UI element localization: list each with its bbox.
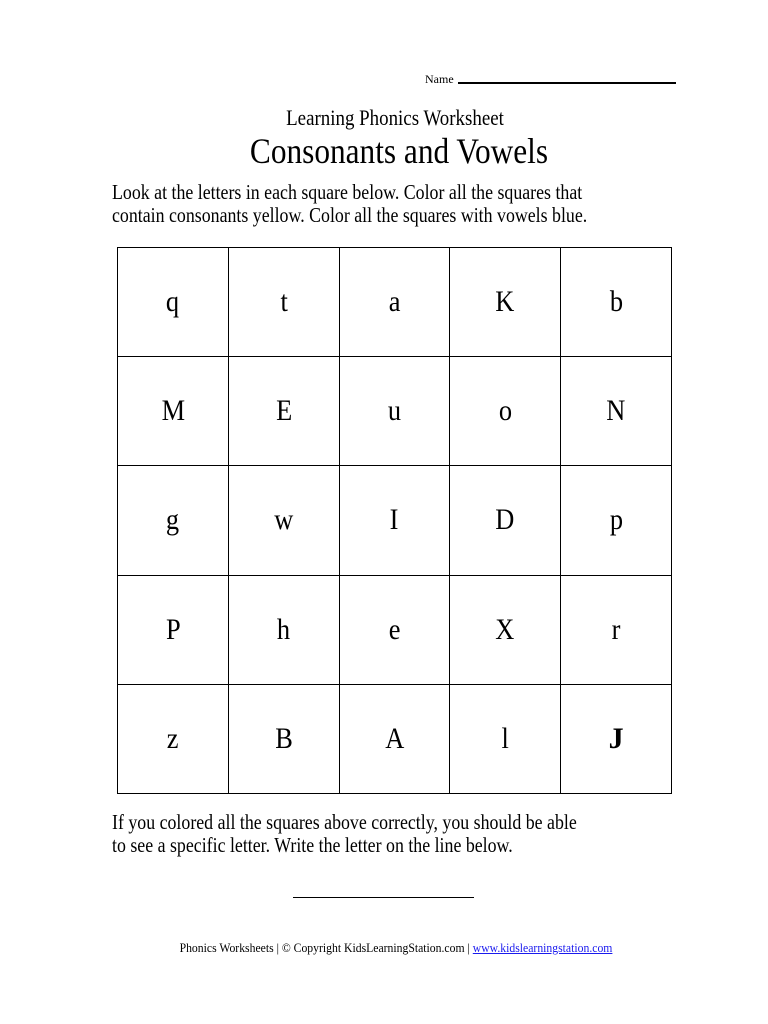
letter-cell[interactable]	[340, 248, 451, 357]
cell-letter: K	[495, 285, 515, 319]
cell-letter: B	[274, 721, 293, 755]
letter-cell[interactable]	[340, 576, 451, 685]
cell-letter: u	[387, 394, 402, 428]
cell-letter: J	[608, 721, 624, 755]
name-write-line[interactable]	[458, 82, 676, 84]
cell-letter: I	[390, 503, 399, 537]
footer	[40, 940, 753, 956]
letter-cell[interactable]	[561, 466, 672, 575]
cell-letter: e	[388, 612, 401, 646]
cell-letter: E	[275, 394, 292, 428]
cell-letter: w	[274, 503, 294, 537]
cell-letter: r	[611, 612, 621, 646]
letter-cell[interactable]	[229, 685, 340, 794]
cell-letter: N	[606, 394, 626, 428]
followup-line: to see a specific letter. Write the letter on the line below.	[112, 833, 513, 857]
cell-letter: P	[165, 612, 181, 646]
worksheet-subtitle: Learning Phonics Worksheet	[286, 105, 504, 130]
cell-letter: b	[609, 285, 623, 319]
cell-letter: p	[609, 503, 623, 537]
letter-cell[interactable]	[229, 248, 340, 357]
cell-letter: h	[277, 612, 291, 646]
letter-cell[interactable]	[118, 248, 229, 357]
letter-cell[interactable]	[229, 466, 340, 575]
letter-cell[interactable]	[450, 576, 561, 685]
letter-cell[interactable]	[450, 685, 561, 794]
letter-cell[interactable]	[118, 685, 229, 794]
cell-letter: o	[498, 394, 512, 428]
cell-letter: g	[166, 503, 180, 537]
letter-cell[interactable]	[561, 357, 672, 466]
letter-cell[interactable]	[118, 357, 229, 466]
cell-letter: M	[161, 394, 185, 428]
letter-cell[interactable]	[340, 466, 451, 575]
instructions-line: contain consonants yellow. Color all the squares with vowels blue.	[112, 203, 588, 227]
followup-line: If you colored all the squares above correctly, you should be able	[112, 810, 577, 834]
cell-letter: q	[166, 285, 180, 319]
letter-cell[interactable]	[229, 576, 340, 685]
answer-write-line[interactable]	[293, 897, 474, 898]
cell-letter: a	[388, 285, 401, 319]
letter-cell[interactable]	[561, 685, 672, 794]
instructions-line: Look at the letters in each square below. Color all the squares that	[112, 180, 583, 204]
followup-instructions	[112, 811, 665, 857]
worksheet-title: Consonants and Vowels	[249, 131, 549, 171]
cell-letter: D	[495, 503, 515, 537]
cell-letter: z	[167, 721, 179, 755]
letter-cell[interactable]	[561, 576, 672, 685]
name-field	[425, 72, 676, 86]
letter-cell[interactable]	[450, 248, 561, 357]
name-label: Name	[425, 72, 454, 86]
letter-grid	[117, 247, 672, 794]
cell-letter: X	[495, 612, 515, 646]
footer-text: Phonics Worksheets | © Copyright KidsLearningStation.com |	[179, 940, 473, 955]
letter-cell[interactable]	[340, 685, 451, 794]
letter-cell[interactable]	[229, 357, 340, 466]
letter-cell[interactable]	[340, 357, 451, 466]
letter-cell[interactable]	[450, 466, 561, 575]
instructions	[112, 181, 665, 227]
letter-cell[interactable]	[118, 466, 229, 575]
cell-letter: l	[501, 721, 509, 755]
cell-letter: t	[280, 285, 288, 319]
cell-letter: A	[384, 721, 405, 755]
letter-cell[interactable]	[561, 248, 672, 357]
letter-cell[interactable]	[450, 357, 561, 466]
letter-cell[interactable]	[118, 576, 229, 685]
footer-link[interactable]: www.kidslearningstation.com	[472, 940, 613, 955]
